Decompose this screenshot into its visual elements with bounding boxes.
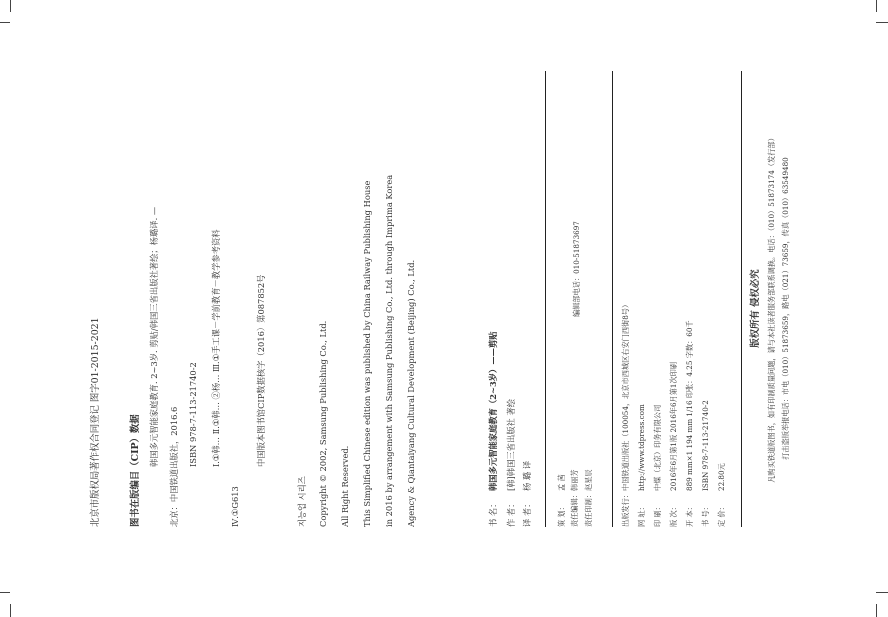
author: [韩]韩国三省出版社 著绘 xyxy=(506,398,516,491)
label: 网 址： xyxy=(637,503,646,527)
notice-line: 打击盗版举报电话：市电（010）51873659，路电（021）73659，传真（010）63549480 xyxy=(781,157,790,460)
pub-value: 中煤（北京）印务有限公司 xyxy=(653,404,662,491)
rights-reserved: 版权所有 侵权必究 xyxy=(750,269,761,348)
cip-number: 中国版本图书馆CIP数据核字（2016）第087852号 xyxy=(256,274,266,467)
pub-row xyxy=(653,405,663,527)
cip-line: Ⅳ.①G613 xyxy=(230,486,240,527)
print-manager: 赵星辰 xyxy=(584,469,593,491)
pub-value: http://www.tdpress.com xyxy=(637,404,646,491)
label: 开 本： xyxy=(685,503,694,527)
pub-row xyxy=(621,301,631,527)
editor-phone: 编辑部电话：010-51873697 xyxy=(572,221,581,317)
pub-row xyxy=(637,404,647,527)
series-korean: 지능업 시리즈 xyxy=(297,476,307,527)
copyright-line: This Simplified Chinese edition was published by China Railway Publishing House xyxy=(362,180,372,527)
printer-row xyxy=(584,469,594,527)
book-title-row xyxy=(487,331,499,527)
label: 责任编辑： xyxy=(570,491,579,527)
label: 书 号： xyxy=(701,503,710,527)
translator-row xyxy=(521,461,533,527)
pub-value: 中国铁道出版社（100054，北京市西城区右安门西街8号） xyxy=(621,300,630,491)
contract-registration: 北京市版权局著作权合同登记 图字01-2015-2021 xyxy=(90,317,101,527)
planner: 孟 茜 xyxy=(557,474,566,491)
author-row xyxy=(505,399,517,527)
cip-heading: 图书在版编目（CIP）数据 xyxy=(130,414,141,527)
divider xyxy=(612,71,613,527)
cip-line: 韩国多元智能家庭教育. 2~3岁. 剪贴/韩国三省出版社著绘；杨璐译. — xyxy=(149,206,159,467)
label: 版 次： xyxy=(669,503,678,527)
cip-line: Ⅰ.①韩… Ⅱ.①韩… ②杨… Ⅲ.①手工课－学前教育－教学参考资料 xyxy=(211,229,221,467)
label: 书 名： xyxy=(488,499,498,527)
cip-line: 北京：中国铁道出版社，2016.6 xyxy=(169,406,179,527)
pub-value: 889 mm×1 194 mm 1/16 印张：4.25 字数：60千 xyxy=(685,320,694,491)
copyright-line: in 2016 by arrangement with Samsung Publishing Co., Ltd. through Imprima Korea xyxy=(384,174,394,527)
divider xyxy=(741,71,742,527)
pub-row xyxy=(669,362,679,527)
copyright-line: Agency & Qiantaiyang Cultural Development (Beijing) Co., Ltd. xyxy=(406,259,416,527)
label: 出版发行： xyxy=(621,491,630,527)
translator: 杨 璐 译 xyxy=(522,460,532,491)
label: 作 者： xyxy=(506,499,516,527)
planner-row xyxy=(557,474,567,527)
copyright-line: Copyright © 2002, Samsung Publishing Co., Ltd. xyxy=(318,320,328,527)
pub-row xyxy=(717,463,727,527)
pub-row xyxy=(701,400,711,527)
label: 定 价： xyxy=(717,503,726,527)
label: 责任印制： xyxy=(584,491,593,527)
pub-row xyxy=(685,320,695,527)
editor-row xyxy=(570,469,580,527)
label: 译 者： xyxy=(522,499,532,527)
copyright-line: All Right Reserved. xyxy=(340,445,350,527)
pub-value: 2016年6月第1版 2016年6月第1次印刷 xyxy=(669,361,678,491)
cip-line: ISBN 978-7-113-21740-2 xyxy=(188,362,198,467)
label: 策 划： xyxy=(557,503,566,527)
book-title: 韩国多元智能家庭教育（2~3岁）——剪贴 xyxy=(488,331,498,491)
divider xyxy=(545,71,546,527)
label: 印 刷： xyxy=(653,503,662,527)
notice-line: 凡购买铁道版图书，如有印制质量问题，请与本社读者服务部联系调换。电话：（010）51873174（发行部） xyxy=(767,134,776,483)
editor: 韩丽芳 xyxy=(570,469,579,491)
pub-value: 22.80元 xyxy=(717,463,726,491)
pub-value: ISBN 978-7-113-21740-2 xyxy=(701,400,710,491)
